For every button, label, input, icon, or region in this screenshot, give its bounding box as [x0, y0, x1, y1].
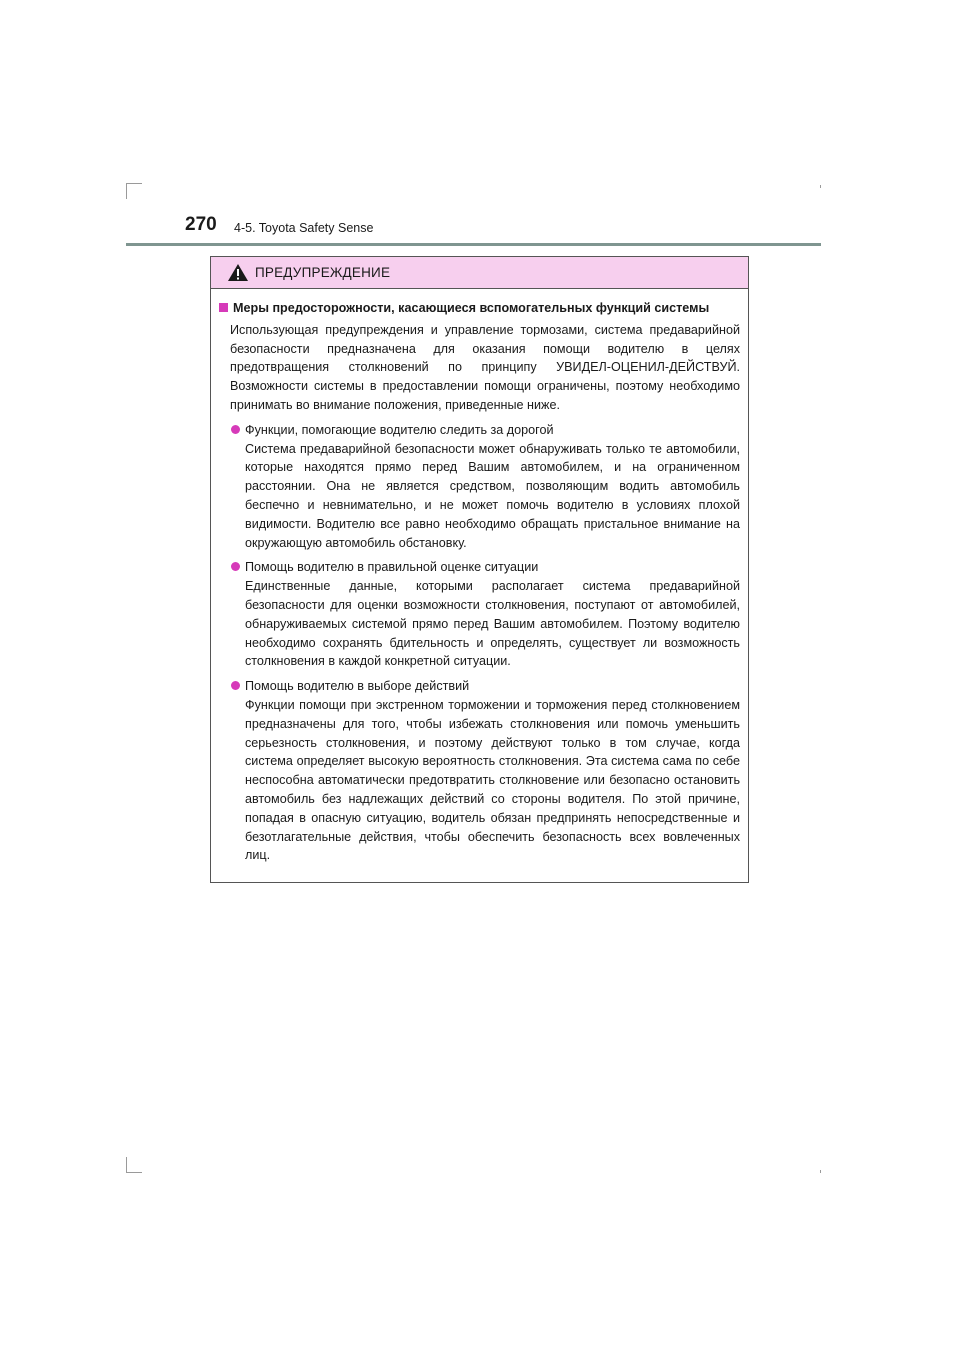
warning-header [211, 257, 748, 289]
crop-mark-top-right [820, 185, 821, 188]
crop-mark-bottom-left-h [126, 1172, 142, 1173]
square-bullet-icon [219, 303, 228, 312]
bullet-text: Система предаварийной безопасности может обнаруживать только те автомобили, которые находятся прямо перед Вашим автомобилем, и на ограниченном расстоянии. Она не является средством, позволяющим водить автомобиль беспечно и невнимательно, и не может помочь водителю в условиях плохой видимости. Водителю все равно необходимо обращать пристальное внимание на окружающую автомобиль обстановку. [245, 441, 740, 550]
section-title: 4-5. Toyota Safety Sense [234, 221, 374, 235]
warning-intro: Использующая предупреждения и управление тормозами, система предаварийной безопасности предназначена для оказания помощи водителю в целях предотвращения столкновений по принципу УВИДЕЛ-ОЦЕНИЛ-ДЕЙСТВУЙ. Возможности системы в предоставлении помощи ограничены, поэтому необходимо принимать во внимание положения, приведенные ниже. [230, 322, 740, 412]
warning-body [211, 289, 748, 865]
list-item [219, 677, 740, 865]
list-item [219, 421, 740, 553]
list-item [219, 558, 740, 671]
bullet-text: Единственные данные, которыми располагает система предаварийной безопасности для оценки возможности столкновения, поступают от автомобилей, обнаруживаемых системой прямо перед Вашим автомобилем. Поэтому водителю необходимо сохранять бдительность и определять, существует ли возможность столкновения в каждой конкретной ситуации. [245, 579, 740, 669]
bullet-title: Помощь водителю в правильной оценке ситуации [245, 560, 539, 575]
header-rule [126, 243, 821, 246]
bullet-text: Функции помощи при экстренном торможении и торможения перед столкновением предназначены для того, чтобы избежать столкновения или помочь уменьшить серьезность столкновения, и поэтому действуют только в том случае, когда система определяет высокую вероятность столкновения. Эта система сама по себе неспособна автоматически предотвратить столкновение или безопасно остановить автомобиль без надлежащих действий со стороны водителя. По этой причине, попадая в опасную ситуацию, водитель обязан предпринять непосредственные и безотлагательные действия, чтобы обеспечить безопасность всех вовлеченных лиц. [245, 697, 740, 863]
circle-bullet-icon [231, 562, 240, 571]
crop-mark-bottom-right [820, 1170, 821, 1173]
warning-heading [219, 299, 740, 318]
crop-mark-top-left-h [126, 183, 142, 184]
bullet-title: Помощь водителю в выборе действий [245, 679, 470, 694]
page-number: 270 [185, 214, 217, 235]
bullet-title: Функции, помогающие водителю следить за дорогой [245, 422, 554, 437]
warning-box [210, 256, 749, 883]
crop-mark-top-left-v [126, 183, 127, 199]
warning-title: ПРЕДУПРЕЖДЕНИЕ [255, 265, 391, 280]
circle-bullet-icon [231, 425, 240, 434]
crop-mark-bottom-left-v [126, 1157, 127, 1173]
warning-heading-text: Меры предосторожности, касающиеся вспомогательных функций системы [233, 301, 710, 315]
circle-bullet-icon [231, 681, 240, 690]
warning-triangle-icon [227, 263, 249, 282]
